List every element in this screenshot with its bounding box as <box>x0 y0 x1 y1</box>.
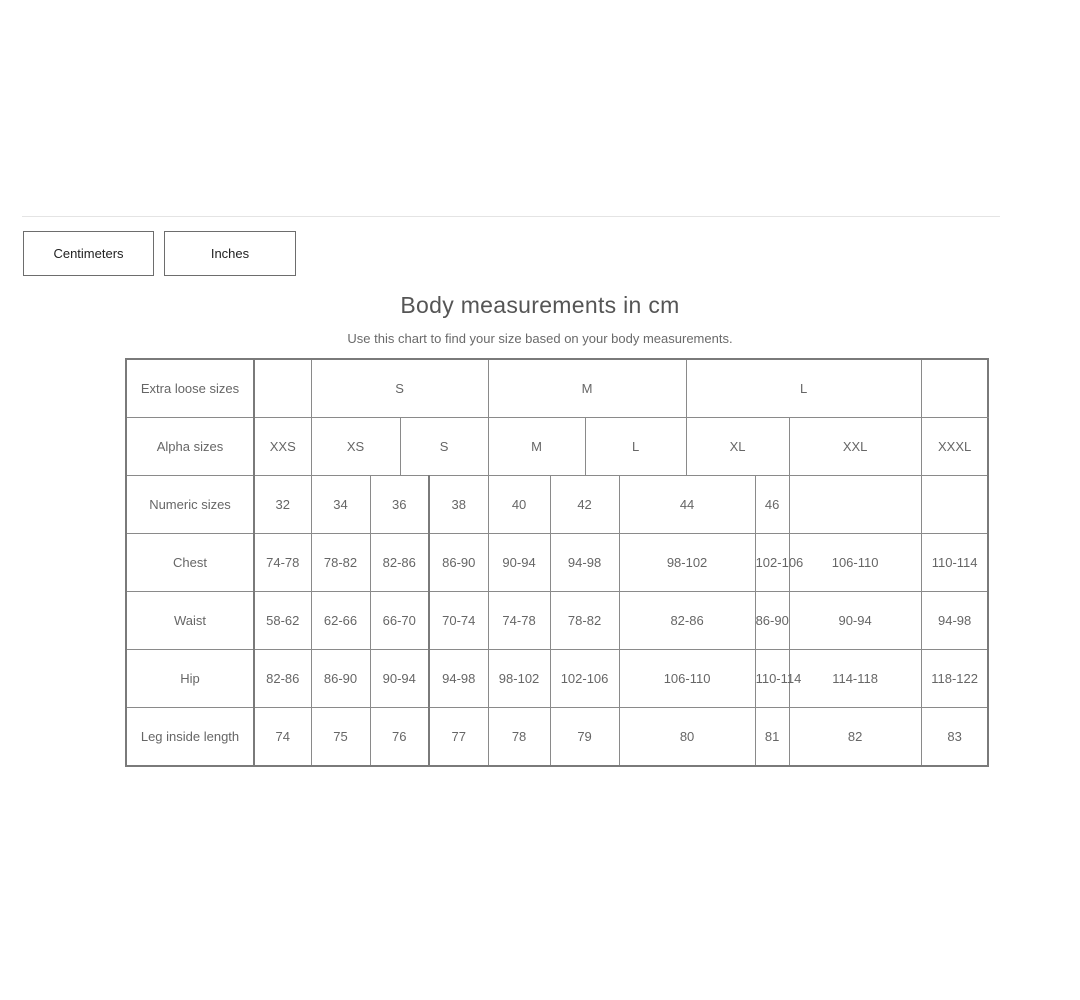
table-cell: 44 <box>619 476 755 534</box>
table-cell: 106-110 <box>619 650 755 708</box>
row-label: Leg inside length <box>126 708 254 767</box>
table-cell: 79 <box>550 708 619 767</box>
hip-row <box>126 650 988 708</box>
table-cell: 42 <box>550 476 619 534</box>
page-subtitle: Use this chart to find your size based on your body measurements. <box>347 331 733 346</box>
centimeters-button[interactable]: Centimeters <box>23 231 154 276</box>
row-label: Alpha sizes <box>126 418 254 476</box>
table-cell: 58-62 <box>254 592 311 650</box>
table-cell: 110-114 <box>921 534 988 592</box>
table-cell: 86-90 <box>311 650 370 708</box>
inches-button[interactable]: Inches <box>164 231 296 276</box>
table-cell: M <box>488 359 686 418</box>
row-label: Numeric sizes <box>126 476 254 534</box>
table-cell <box>921 359 988 418</box>
table-cell: 38 <box>429 476 488 534</box>
table-cell: 75 <box>311 708 370 767</box>
table-cell: 77 <box>429 708 488 767</box>
table-cell: L <box>686 359 921 418</box>
table-cell: 102-106 <box>550 650 619 708</box>
waist-row <box>126 592 988 650</box>
table-cell <box>789 476 921 534</box>
table-cell: 74-78 <box>254 534 311 592</box>
numeric-sizes-row <box>126 476 988 534</box>
table-cell: 76 <box>370 708 429 767</box>
table-cell: S <box>400 418 488 476</box>
table-cell: 66-70 <box>370 592 429 650</box>
table-cell: 32 <box>254 476 311 534</box>
table-cell: 86-90 <box>429 534 488 592</box>
table-cell: 78 <box>488 708 550 767</box>
table-cell: XXL <box>789 418 921 476</box>
table-cell: 83 <box>921 708 988 767</box>
table-cell: 82-86 <box>619 592 755 650</box>
table-cell: XXS <box>254 418 311 476</box>
table-cell: L <box>585 418 686 476</box>
table-cell: 80 <box>619 708 755 767</box>
page-title: Body measurements in cm <box>400 292 680 318</box>
row-label: Hip <box>126 650 254 708</box>
table-cell: 40 <box>488 476 550 534</box>
table-cell: 82 <box>789 708 921 767</box>
table-cell: 70-74 <box>429 592 488 650</box>
table-cell: 90-94 <box>370 650 429 708</box>
table-cell: 102-106 <box>755 534 789 592</box>
table-cell: 82-86 <box>370 534 429 592</box>
alpha-sizes-row <box>126 418 988 476</box>
table-cell: 94-98 <box>550 534 619 592</box>
table-cell: 94-98 <box>429 650 488 708</box>
table-cell: 82-86 <box>254 650 311 708</box>
table-cell: 94-98 <box>921 592 988 650</box>
leg-inside-length-row <box>126 708 988 767</box>
table-cell: 106-110 <box>789 534 921 592</box>
table-cell: 110-114 <box>755 650 789 708</box>
row-label: Extra loose sizes <box>126 359 254 418</box>
table-cell: 36 <box>370 476 429 534</box>
table-cell: 78-82 <box>550 592 619 650</box>
table-cell: 74-78 <box>488 592 550 650</box>
top-divider <box>22 216 1000 217</box>
table-cell: XXXL <box>921 418 988 476</box>
table-cell: 90-94 <box>789 592 921 650</box>
table-cell: 62-66 <box>311 592 370 650</box>
table-cell: XS <box>311 418 400 476</box>
table-cell: M <box>488 418 585 476</box>
row-label: Waist <box>126 592 254 650</box>
table-cell <box>921 476 988 534</box>
table-cell: 78-82 <box>311 534 370 592</box>
table-cell: 74 <box>254 708 311 767</box>
table-cell <box>254 359 311 418</box>
table-cell: 98-102 <box>619 534 755 592</box>
size-chart-table <box>125 358 989 767</box>
table-cell: 81 <box>755 708 789 767</box>
table-cell: XL <box>686 418 789 476</box>
row-label: Chest <box>126 534 254 592</box>
table-cell: 86-90 <box>755 592 789 650</box>
table-cell: 90-94 <box>488 534 550 592</box>
table-cell: 34 <box>311 476 370 534</box>
table-cell: S <box>311 359 488 418</box>
table-cell: 114-118 <box>789 650 921 708</box>
table-cell: 118-122 <box>921 650 988 708</box>
table-cell: 98-102 <box>488 650 550 708</box>
extra-loose-row <box>126 359 988 418</box>
table-cell: 46 <box>755 476 789 534</box>
chest-row <box>126 534 988 592</box>
